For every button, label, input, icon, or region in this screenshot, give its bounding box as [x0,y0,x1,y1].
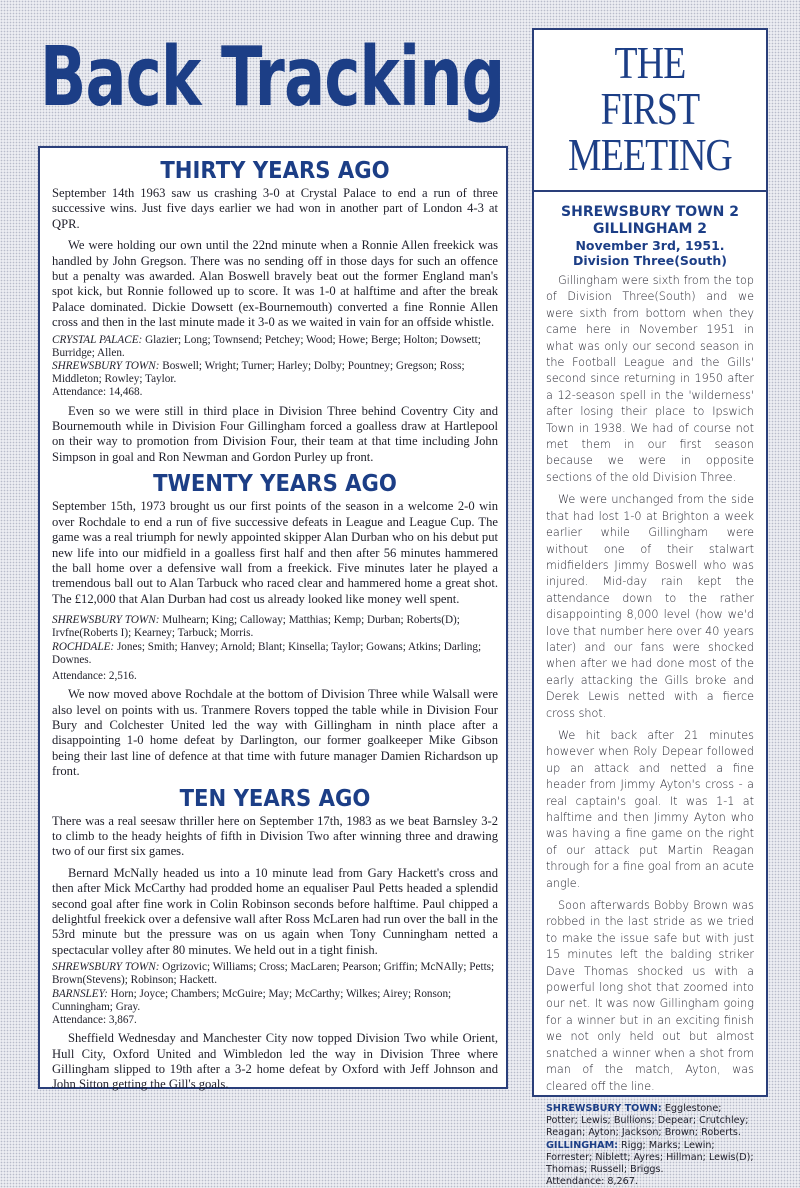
paragraph: We hit back after 21 minutes however when Roly Depear followed up an attack and netted a fine header from Jimmy Ayton's cross - a real captain's goal. It was 1-1 at halftime and then Jimmy Ayton who was having a fine game on the right of our attack put Martin Reagan through for a fine goal from an acute angle. [546,728,754,890]
lineup-team: GILLINGHAM: [546,1139,618,1151]
section-ten-years [52,784,498,1093]
lineup-players: Rigg; Marks; Lewin; Forrester; Niblett; Ayres; Hillman; Lewis(D); Thomas; Russell; Briggs. [546,1139,754,1175]
lineup-players: Boswell; Wright; Turner; Harley; Dolby; Pountney; Gregson; Ross; Middleton; Rowley; Taylor. [52,360,465,386]
lineup-team: SHREWSBURY TOWN: [546,1102,662,1114]
section-thirty-years [52,156,498,465]
title-line: THE FIRST [600,37,700,134]
lineup [52,641,498,667]
attendance: Attendance: 14,468. [52,386,143,399]
lineup-players: Ogrizovic; Williams; Cross; MacLaren; Pearson; Griffin; McNAlly; Petts; Brown(Stevens); Robinson; Hackett. [52,961,495,987]
paragraph: We were holding our own until the 22nd minute when a Ronnie Allen freekick was handled by John Gregson. There was no sending off in those days for such an offence but a penalty was awarded. Alan Boswell bravely beat out the former England man's spot kick, but Ronnie followed up to score. It was 1-0 at halftime and after the break Palace dominated. Dickie Dowsett (ex-Bournemouth) converted a fine Ronnie Allen cross and then in the last minute made it 3-0 as we waited in vain for an offside whistle. [52,238,498,330]
lineup-team: CRYSTAL PALACE: [52,333,143,346]
masthead-title: Back Tracking [40,30,505,125]
match-date: November 3rd, 1951. [575,238,725,253]
attendance: Attendance: 3,867. [52,1014,137,1027]
lineup [52,961,498,987]
lineups [52,961,498,1027]
lineup [52,614,498,640]
lineup-team: ROCHDALE: [52,640,115,653]
lineups [52,614,498,683]
lineup [52,334,498,360]
lineup-players: Jones; Smith; Hanvey; Arnold; Blant; Kinsella; Taylor; Gowans; Atkins; Darling; Downes. [52,640,482,666]
lineup-team: SHREWSBURY TOWN: [52,360,160,373]
score-line: SHREWSBURY TOWN 2 [561,204,739,220]
paragraph: We now moved above Rochdale at the bottom of Division Three while Walsall were also level on points with us. Tranmere Rovers topped the table while in Division Four Bury and Colchester United led the way with Gillingham in ninth place after a disappointing 1-0 home defeat by Darlington, our former goalkeeper Mike Gibson being their last line of defence at that time with future manager Damien Richardson up front. [52,687,498,779]
paragraph: Even so we were still in third place in Division Three behind Coventry City and Bournemouth while in Division Four Gillingham forced a goalless draw at Hartlepool on their way to promotion from Division Four, their team at that time including John Simpson in goal and Ron Newman and Gordon Purley up front. [52,403,498,464]
attendance: Attendance: 8,267. [546,1176,638,1188]
lineup-team: BARNSLEY: [52,987,108,1000]
lineup [52,360,498,386]
lineup-players: Mulhearn; King; Calloway; Matthias; Kemp; Durban; Roberts(D); Irvfne(Roberts I); Kearney; Tarbuck; Morris. [52,614,460,640]
lineups [546,1103,754,1188]
divider [534,190,766,192]
paragraph: September 14th 1963 saw us crashing 3-0 at Crystal Palace to end a run of three successive wins. Just five days earlier we had won in another part of London 4-3 at QPR. [52,186,498,231]
score-line: GILLINGHAM 2 [592,221,708,237]
paragraph: Sheffield Wednesday and Manchester City now topped Division Two while Orient, Hull City, Oxford United and Wimbledon led the way in Division Three where Gillingham slipped to 19th after a 3-2 home defeat by Oxford with Jeff Johnson and John Sitton getting the Gill's goals. [52,1031,498,1092]
paragraph: There was a real seesaw thriller here on September 17th, 1983 as we beat Barnsley 3-2 to climb to the heady heights of fifth in Division Two after winning three and drawing two of our first six games. [52,813,498,859]
lineup [546,1103,754,1140]
paragraph: September 15th, 1973 brought us our first points of the season in a welcome 2-0 win over Rochdale to end a run of five successive defeats in League and League Cup. The game was a real triumph for newly appointed skipper Alan Durban who on his debut put new life into our midfield in a goalless first half and then after 56 minutes hammered the ball home over a defensive wall from a freekick. Five minutes later he played a tremendous ball out to Alan Tarbuck who raced clear and hammered home a great shot. The £12,000 that Alan Durban had cost us already looked like money well spent. [52,499,498,606]
attendance: Attendance: 2,516. [52,669,137,682]
back-tracking-panel [38,146,508,1092]
lineup [546,1140,754,1177]
lineup-team: SHREWSBURY TOWN: [52,961,160,974]
lineup-players: Glazier; Long; Townsend; Petchey; Wood; Howe; Berge; Holton; Dowsett; Burridge; Allen. [52,333,481,359]
section-title: THIRTY YEARS AGO [160,158,390,184]
paragraph: Gillingham were sixth from the top of Division Three(South) and we were sixth from bottom when they came here in November 1951 in what was only our second season in the Football League and the Gills' second since returning in 1950 after a 12-season spell in the 'wilderness' after losing their place to Ipswich Town in 1938. We had of course not met them in our first season because we were in opposite sections of the old Division Three. [546,274,754,484]
lineup-team: SHREWSBURY TOWN: [52,614,160,627]
match-division: Division Three(South) [573,253,727,268]
lineup-players: Egglestone; Potter; Lewis; Bullions; Depear; Crutchley; Reagan; Ayton; Jackson; Brown; Roberts. [546,1102,749,1139]
lineups [52,334,498,400]
section-title: TWENTY YEARS AGO [153,471,397,498]
first-meeting-panel [532,28,768,1188]
lineup [52,988,498,1014]
paragraph: Bernard McNally headed us into a 10 minute lead from Gary Hackett's cross and then after Mick McCarthy had prodded home an equaliser Paul Petts headed a splendid second goal after fine work in Colin Robinson seconds before halftime. Paul chipped a delightful freekick over a defensive wall after Ross McLaren had run over the ball in the 53rd minute but the pressure was on us again when Tony Cunningham netted a spectacular volley after 80 minutes. We held out in a tight finish. [52,865,498,957]
lineup-players: Horn; Joyce; Chambers; McGuire; May; McCarthy; Wilkes; Airey; Ronson; Cunningham; Gray. [52,987,452,1013]
title-line: MEETING [568,129,732,180]
first-meeting-title [565,37,736,180]
section-title: TEN YEARS AGO [179,785,371,812]
section-twenty-years [52,469,498,779]
paragraph: We were unchanged from the side that had lost 1-0 at Brighton a week earlier while Gillingham were without one of their stalwart midfielders Jimmy Boswell who was injured. Mid-day rain kept the attendance down to the rather disappointing 8,000 level (how we'd love that number here over 40 years later) and our fans were shocked when after we had done most of the early attacking the Gills broke and Derek Lewis netted with a fierce cross shot. [546,493,754,720]
paragraph: Soon afterwards Bobby Brown was robbed in the last stride as we tried to make the issue safe but with just 15 minutes left the balding striker Dave Thomas shocked us with a powerful long shot that zoomed into our net. It was now Gillingham going for a winner but in an exciting finish we not only held out but almost snatched a winner when a shot from man of the match, Ayton, was cleared off the line. [546,899,754,1093]
